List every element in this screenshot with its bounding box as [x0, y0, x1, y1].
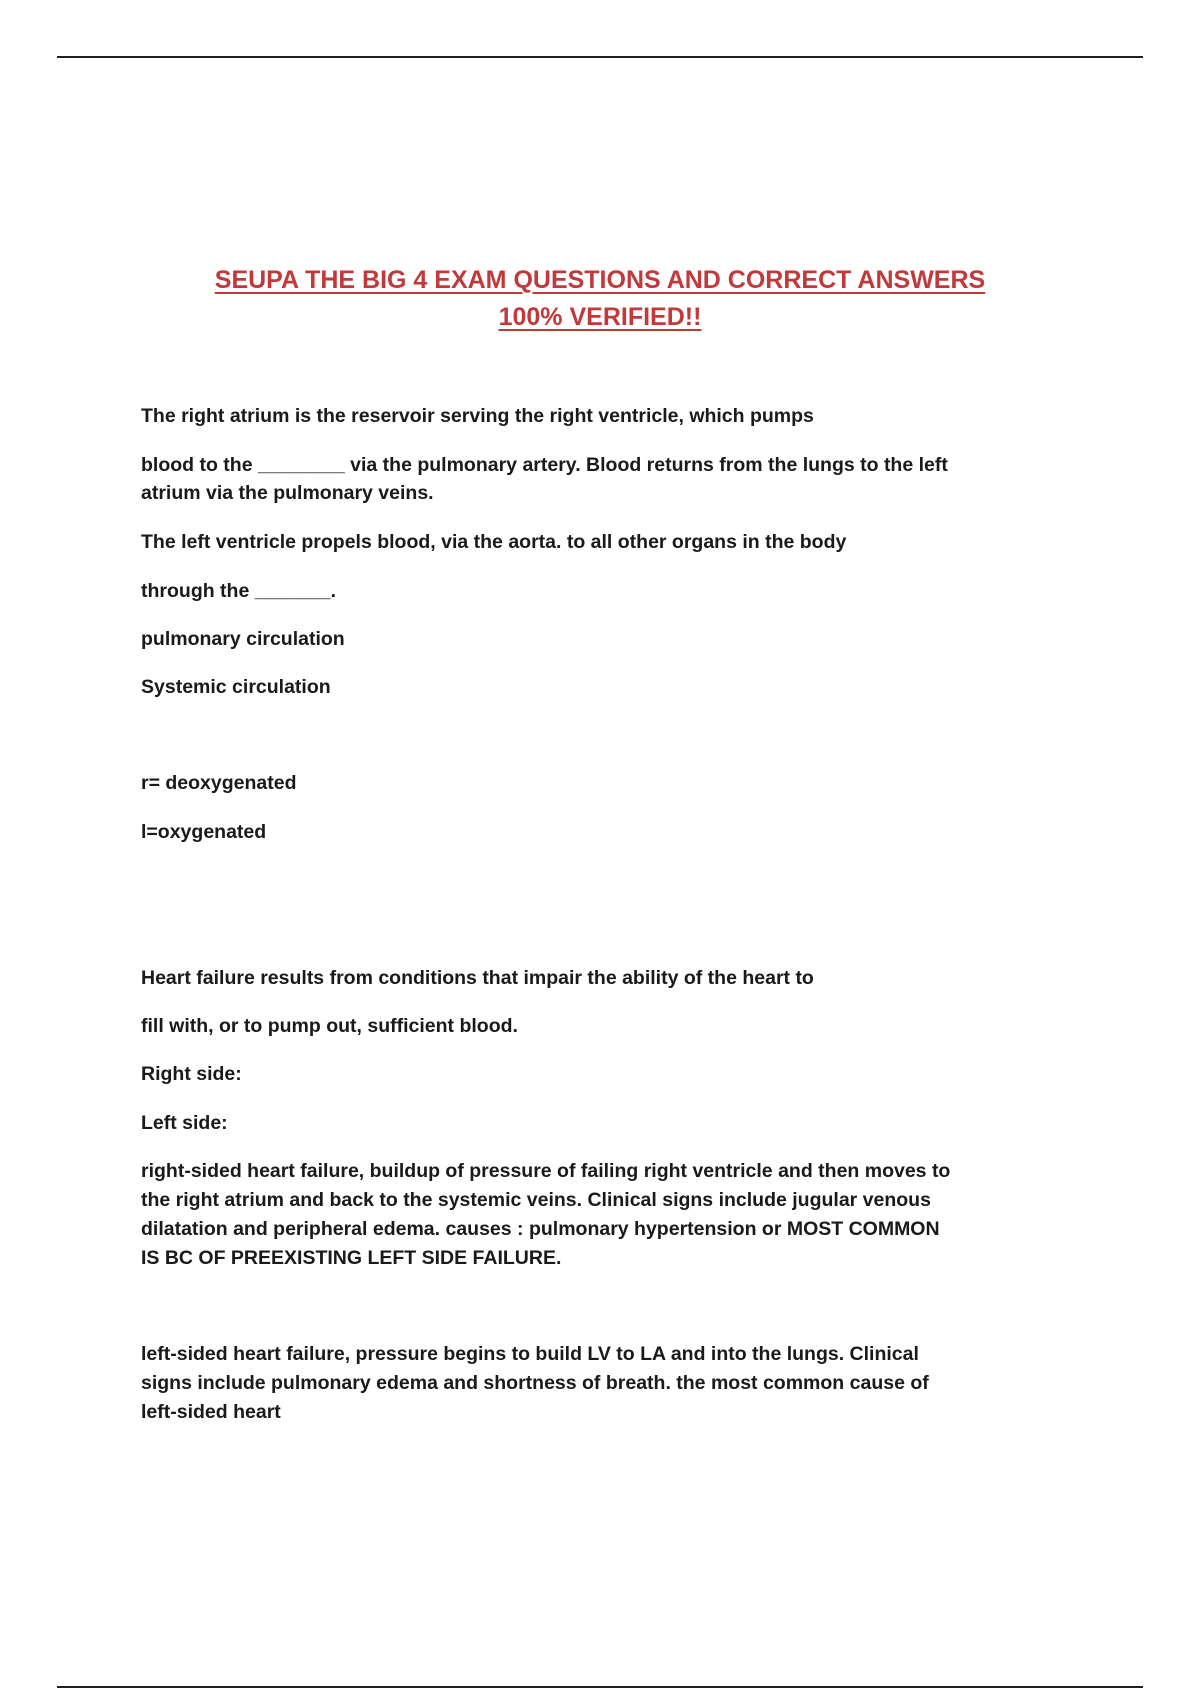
- paragraph-right-sided-failure-4: IS BC OF PREEXISTING LEFT SIDE FAILURE.: [141, 1247, 562, 1269]
- note-right-deoxygenated: r= deoxygenated: [141, 772, 297, 794]
- paragraph-right-sided-failure-1: right-sided heart failure, buildup of pressure of failing right ventricle and then moves to: [141, 1160, 951, 1182]
- paragraph-through-the: through the _______.: [141, 580, 337, 602]
- document-title: [150, 262, 1050, 336]
- paragraph-fill-pump: fill with, or to pump out, sufficient blood.: [141, 1015, 518, 1037]
- paragraph-right-sided-failure-3: dilatation and peripheral edema. causes : pulmonary hypertension or MOST COMMON: [141, 1218, 940, 1240]
- paragraph-left-sided-failure-1: left-sided heart failure, pressure begins to build LV to LA and into the lungs. Clinical: [141, 1343, 919, 1365]
- title-line-1: SEUPA THE BIG 4 EXAM QUESTIONS AND CORRECT ANSWERS: [214, 266, 986, 294]
- paragraph-left-sided-failure-3: left-sided heart: [141, 1401, 281, 1423]
- paragraph-blood-to-lungs: blood to the ________ via the pulmonary artery. Blood returns from the lungs to the left: [141, 454, 948, 476]
- paragraph-right-sided-failure-2: the right atrium and back to the systemic veins. Clinical signs include jugular venous: [141, 1189, 931, 1211]
- header-rule: [57, 56, 1143, 58]
- answer-pulmonary-circulation: pulmonary circulation: [141, 628, 345, 650]
- paragraph-heart-failure: Heart failure results from conditions that impair the ability of the heart to: [141, 967, 814, 989]
- answer-systemic-circulation: Systemic circulation: [141, 676, 331, 698]
- footer-rule: [57, 1686, 1143, 1688]
- title-line-2: 100% VERIFIED!!: [498, 303, 702, 331]
- paragraph-left-ventricle: The left ventricle propels blood, via the aorta. to all other organs in the body: [141, 531, 847, 553]
- label-right-side: Right side:: [141, 1063, 242, 1085]
- note-left-oxygenated: l=oxygenated: [141, 821, 267, 843]
- paragraph-left-sided-failure-2: signs include pulmonary edema and shortness of breath. the most common cause of: [141, 1372, 929, 1394]
- paragraph-atrium-veins: atrium via the pulmonary veins.: [141, 482, 434, 504]
- label-left-side: Left side:: [141, 1112, 228, 1134]
- paragraph-right-atrium: The right atrium is the reservoir serving the right ventricle, which pumps: [141, 405, 814, 427]
